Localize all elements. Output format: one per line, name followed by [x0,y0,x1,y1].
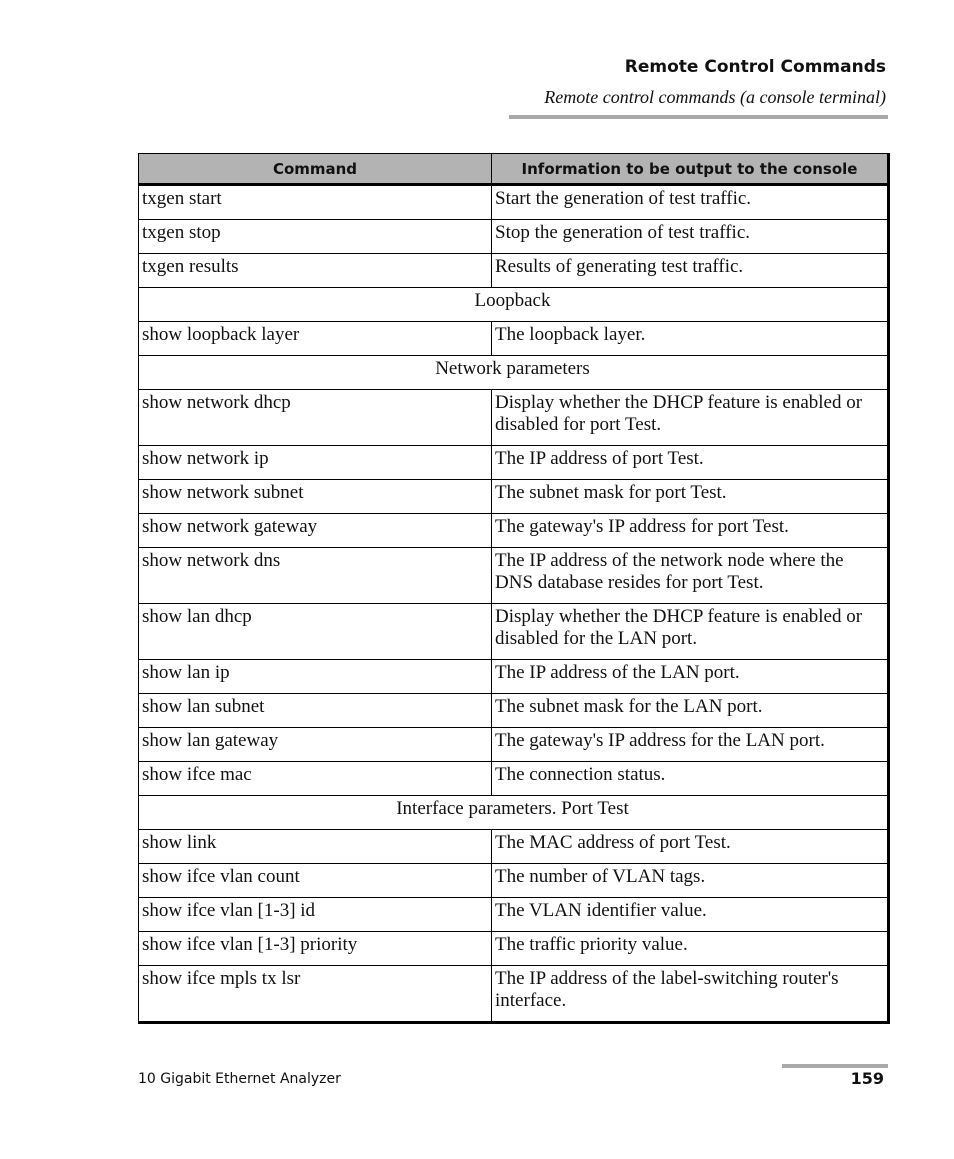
section-label: Interface parameters. Port Test [139,796,889,830]
command-cell: show network dhcp [139,390,492,446]
table-row [139,185,889,220]
table-row [139,728,889,762]
page-header-title: Remote Control Commands [624,57,886,77]
table-header [139,154,889,185]
info-cell: The subnet mask for the LAN port. [492,694,889,728]
info-cell: The number of VLAN tags. [492,864,889,898]
table-row [139,548,889,604]
command-cell: show lan dhcp [139,604,492,660]
command-cell: show ifce mpls tx lsr [139,966,492,1023]
command-cell: show lan ip [139,660,492,694]
table-header-row [139,154,889,185]
table-body [139,185,889,1023]
section-label: Loopback [139,288,889,322]
info-cell: The traffic priority value. [492,932,889,966]
command-cell: txgen start [139,185,492,220]
info-cell: The gateway's IP address for the LAN port. [492,728,889,762]
section-row [139,356,889,390]
info-cell: The connection status. [492,762,889,796]
command-cell: show ifce vlan count [139,864,492,898]
info-cell: Start the generation of test traffic. [492,185,889,220]
command-cell: show network subnet [139,480,492,514]
info-cell: Display whether the DHCP feature is enabled or disabled for the LAN port. [492,604,889,660]
section-row [139,796,889,830]
info-cell: Display whether the DHCP feature is enabled or disabled for port Test. [492,390,889,446]
header-divider [509,115,888,119]
table-row [139,694,889,728]
column-header-info: Information to be output to the console [492,154,889,185]
table-row [139,480,889,514]
info-cell: The MAC address of port Test. [492,830,889,864]
command-cell: show network ip [139,446,492,480]
table-row [139,220,889,254]
command-cell: show ifce mac [139,762,492,796]
table-row [139,898,889,932]
table-row [139,864,889,898]
info-cell: Stop the generation of test traffic. [492,220,889,254]
info-cell: The gateway's IP address for port Test. [492,514,889,548]
column-header-command: Command [139,154,492,185]
command-cell: show network gateway [139,514,492,548]
info-cell: The VLAN identifier value. [492,898,889,932]
table-row [139,966,889,1023]
command-cell: show network dns [139,548,492,604]
command-cell: show lan subnet [139,694,492,728]
footer-product-name: 10 Gigabit Ethernet Analyzer [138,1071,341,1087]
command-cell: show ifce vlan [1-3] id [139,898,492,932]
footer-divider [782,1064,888,1068]
command-cell: show loopback layer [139,322,492,356]
command-cell: show link [139,830,492,864]
section-row [139,288,889,322]
commands-table [138,153,890,1024]
table-row [139,446,889,480]
table-row [139,390,889,446]
table-row [139,830,889,864]
table-row [139,762,889,796]
info-cell: Results of generating test traffic. [492,254,889,288]
command-cell: txgen results [139,254,492,288]
table-row [139,322,889,356]
table-row [139,932,889,966]
table-row [139,514,889,548]
info-cell: The IP address of the network node where the DNS database resides for port Test. [492,548,889,604]
page-number: 159 [850,1069,884,1088]
command-cell: show ifce vlan [1-3] priority [139,932,492,966]
info-cell: The IP address of the LAN port. [492,660,889,694]
command-cell: txgen stop [139,220,492,254]
command-cell: show lan gateway [139,728,492,762]
table-row [139,254,889,288]
section-label: Network parameters [139,356,889,390]
page-header-subtitle: Remote control commands (a console terminal) [544,87,886,107]
info-cell: The subnet mask for port Test. [492,480,889,514]
table-row [139,604,889,660]
info-cell: The IP address of port Test. [492,446,889,480]
info-cell: The IP address of the label-switching router's interface. [492,966,889,1023]
table-row [139,660,889,694]
info-cell: The loopback layer. [492,322,889,356]
